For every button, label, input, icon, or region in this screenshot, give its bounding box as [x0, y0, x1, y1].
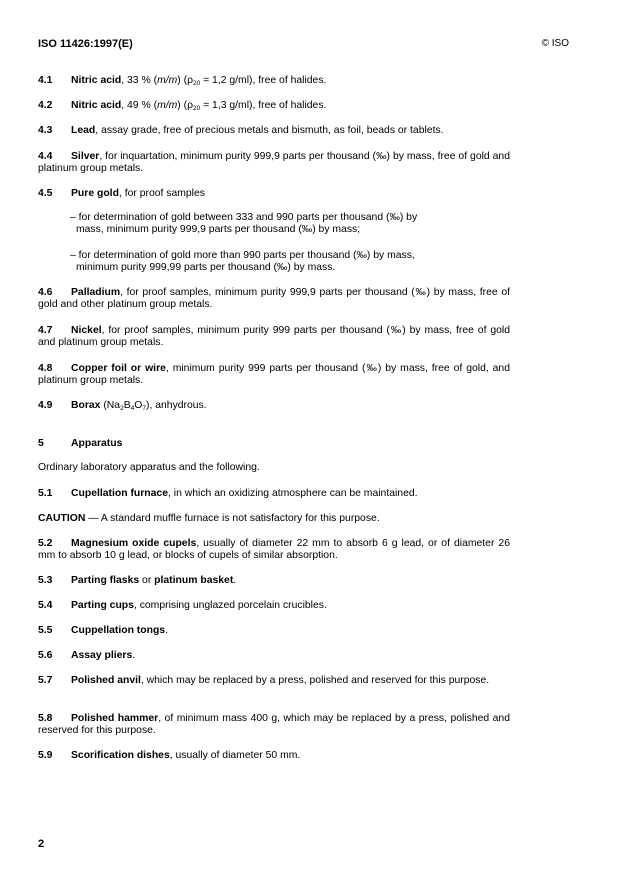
dash-item-2: [70, 250, 510, 274]
clause-text: , usually of diameter 22 mm to absorb 6 g lead, or of diameter 26 mm to absorb 10 g lead, or blocks of cupels of similar absorption.: [38, 538, 510, 561]
clause-number: 4.5: [38, 188, 53, 199]
clause-term: Magnesium oxide cupels: [71, 538, 197, 549]
clause-text: ), anhydrous.: [146, 400, 207, 411]
clause-text: , of minimum mass 400 g, which may be replaced by a press, polished and reserved for this purpose.: [38, 713, 510, 736]
clause-text: .: [132, 650, 136, 661]
clause-5-3: [38, 575, 510, 587]
clause-5-8: [38, 713, 510, 737]
copyright-header: © ISO: [541, 38, 569, 49]
clause-4-3: [38, 125, 510, 137]
clause-term: Copper foil or wire: [71, 363, 166, 374]
section-number: 5: [38, 438, 44, 449]
clause-number: 5.6: [38, 650, 53, 661]
caution-text: — A standard muffle furnace is not satisfactory for this purpose.: [85, 513, 380, 524]
clause-text: , for inquartation, minimum purity 999,9 parts per thousand (‰) by mass, free of gold and platinum group metals.: [38, 151, 510, 174]
clause-number: 5.8: [38, 713, 53, 724]
clause-number: 5.2: [38, 538, 53, 549]
dash-item-first-line: – for determination of gold more than 990 parts per thousand (‰) by mass,: [70, 250, 415, 261]
clause-text: , for proof samples, minimum purity 999 parts per thousand (‰) by mass, free of gold and platinum group metals.: [38, 325, 510, 348]
subscript: 7: [142, 405, 146, 412]
clause-number: 5.5: [38, 625, 53, 636]
clause-4-8: [38, 363, 510, 387]
clause-text: ) (ρ: [177, 75, 193, 86]
clause-text: , comprising unglazed porcelain crucibles.: [133, 600, 327, 611]
clause-text: (Na: [100, 400, 121, 411]
clause-4-4: [38, 151, 510, 175]
clause-4-6: [38, 287, 510, 311]
clause-term: Cupellation furnace: [71, 488, 168, 499]
clause-term: Polished hammer: [71, 713, 159, 724]
clause-italic: m/m: [157, 100, 178, 111]
clause-number: 4.2: [38, 100, 53, 111]
clause-text: , in which an oxidizing atmosphere can be maintained.: [168, 488, 418, 499]
clause-4-1: [38, 75, 510, 87]
subscript: 4: [130, 405, 135, 412]
clause-term: Palladium: [71, 287, 121, 298]
caution-label: CAUTION: [38, 513, 86, 524]
clause-text: = 1,3 g/ml), free of halides.: [200, 100, 327, 111]
clause-5-5: [38, 625, 510, 637]
clause-number: 4.6: [38, 287, 53, 298]
dash-item-continuation: minimum purity 999,99 parts per thousand (‰) by mass.: [76, 262, 336, 273]
clause-number: 5.3: [38, 575, 53, 586]
clause-text: B: [123, 400, 131, 411]
clause-text: , assay grade, free of precious metals and bismuth, as foil, beads or tablets.: [95, 125, 444, 136]
clause-5-9: [38, 750, 510, 762]
clause-5-2: [38, 538, 510, 562]
clause-term: Lead: [71, 125, 96, 136]
clause-text: , for proof samples, minimum purity 999,9 parts per thousand (‰) by mass, free of gold and other platinum group metals.: [38, 287, 510, 310]
clause-5-1: [38, 488, 510, 500]
subscript: 20: [192, 105, 201, 112]
clause-term: Nitric acid: [71, 100, 122, 111]
clause-number: 4.3: [38, 125, 53, 136]
section-intro: Ordinary laboratory apparatus and the following.: [38, 462, 260, 473]
clause-text: .: [165, 625, 168, 636]
document-standard-header: ISO 11426:1997(E): [38, 38, 133, 50]
clause-text: = 1,2 g/ml), free of halides.: [200, 75, 327, 86]
clause-text: , for proof samples: [118, 188, 205, 199]
clause-term: Parting cups: [71, 600, 134, 611]
clause-number: 4.7: [38, 325, 53, 336]
subscript: 20: [192, 80, 201, 87]
clause-number: 5.7: [38, 675, 53, 686]
clause-term: Assay pliers: [71, 650, 133, 661]
clause-term: Silver: [71, 151, 100, 162]
clause-text: , 33 % (: [121, 75, 158, 86]
page-number: 2: [38, 838, 45, 850]
clause-5-4: [38, 600, 510, 612]
clause-text: or: [139, 575, 155, 586]
clause-4-9: [38, 400, 510, 412]
clause-number: 5.4: [38, 600, 53, 611]
clause-term: Cuppellation tongs: [71, 625, 166, 636]
clause-term: Parting flasks: [71, 575, 140, 586]
subscript: 2: [120, 405, 124, 412]
dash-item-first-line: – for determination of gold between 333 and 990 parts per thousand (‰) by: [70, 212, 418, 223]
clause-4-5: [38, 188, 510, 200]
clause-number: 4.4: [38, 151, 53, 162]
clause-5-7: [38, 675, 510, 687]
clause-italic: m/m: [157, 75, 178, 86]
caution-note: [38, 513, 510, 525]
clause-number: 5.9: [38, 750, 53, 761]
clause-term-2: platinum basket: [154, 575, 234, 586]
clause-4-7: [38, 325, 510, 349]
dash-item-continuation: mass, minimum purity 999,9 parts per thousand (‰) by mass;: [76, 224, 361, 235]
clause-text: , which may be replaced by a press, polished and reserved for this purpose.: [140, 675, 490, 686]
section-title: Apparatus: [71, 438, 123, 449]
clause-number: 4.9: [38, 400, 53, 411]
clause-text: .: [233, 575, 237, 586]
clause-5-6: [38, 650, 510, 662]
clause-term: Nickel: [71, 325, 102, 336]
clause-term: Pure gold: [71, 188, 119, 199]
clause-term: Borax: [71, 400, 101, 411]
dash-item-1: [70, 212, 510, 236]
clause-text: O: [134, 400, 143, 411]
clause-text: , 49 % (: [121, 100, 158, 111]
clause-number: 4.1: [38, 75, 53, 86]
clause-text: , usually of diameter 50 mm.: [169, 750, 301, 761]
clause-text: , minimum purity 999 parts per thousand (‰) by mass, free of gold, and platinum group metals.: [38, 363, 510, 386]
clause-term: Scorification dishes: [71, 750, 170, 761]
clause-text: ) (ρ: [177, 100, 193, 111]
clause-term: Nitric acid: [71, 75, 122, 86]
clause-4-2: [38, 100, 510, 112]
clause-number: 4.8: [38, 363, 53, 374]
clause-number: 5.1: [38, 488, 53, 499]
clause-term: Polished anvil: [71, 675, 141, 686]
